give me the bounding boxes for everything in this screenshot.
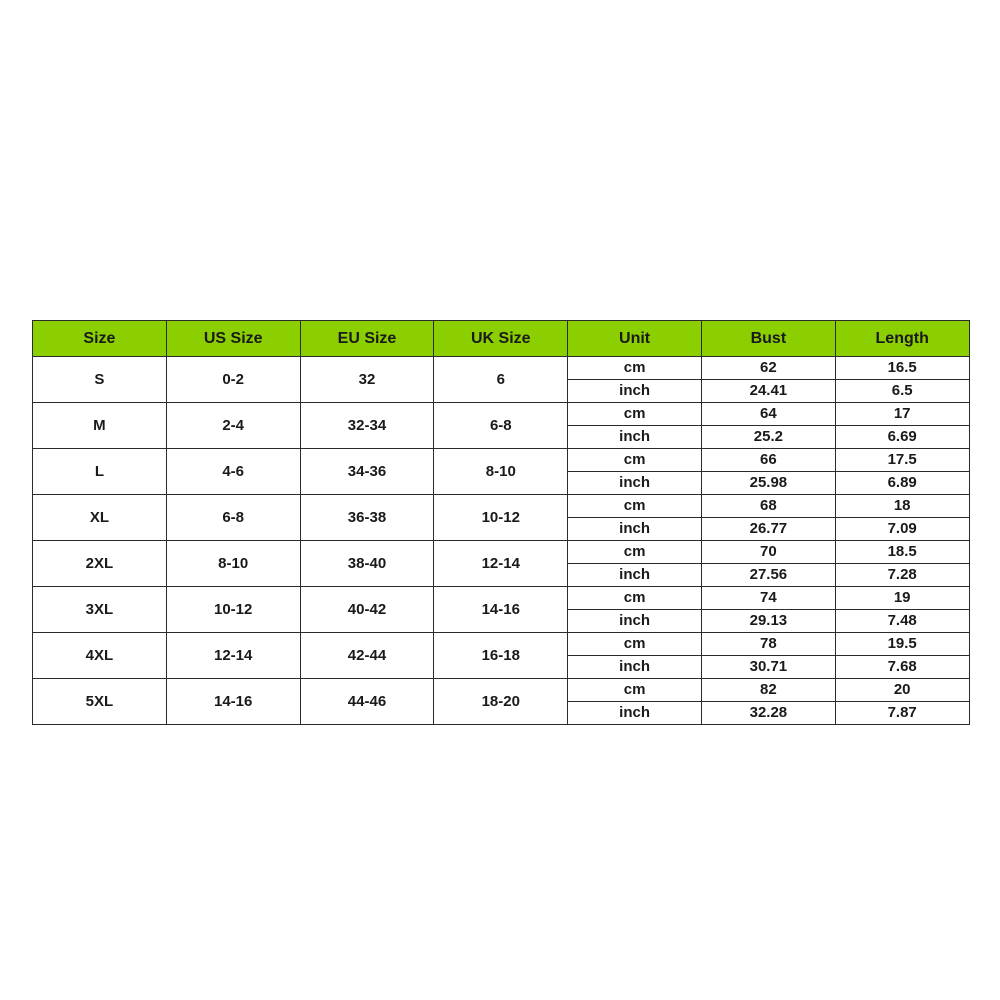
length-cell: 17 — [835, 403, 969, 426]
length-cell: 19 — [835, 587, 969, 610]
unit-cell: inch — [568, 380, 702, 403]
unit-cell: inch — [568, 472, 702, 495]
bust-cell: 64 — [701, 403, 835, 426]
uk-size-cell: 6-8 — [434, 403, 568, 449]
unit-cell: inch — [568, 610, 702, 633]
bust-cell: 25.98 — [701, 472, 835, 495]
unit-cell: inch — [568, 564, 702, 587]
us-size-cell: 2-4 — [166, 403, 300, 449]
unit-cell: inch — [568, 518, 702, 541]
bust-cell: 62 — [701, 357, 835, 380]
uk-size-cell: 14-16 — [434, 587, 568, 633]
size-cell: 3XL — [33, 587, 167, 633]
header-eu-size: EU Size — [300, 321, 434, 357]
unit-cell: cm — [568, 357, 702, 380]
length-cell: 7.68 — [835, 656, 969, 679]
length-cell: 16.5 — [835, 357, 969, 380]
bust-cell: 29.13 — [701, 610, 835, 633]
eu-size-cell: 42-44 — [300, 633, 434, 679]
unit-cell: cm — [568, 449, 702, 472]
length-cell: 19.5 — [835, 633, 969, 656]
uk-size-cell: 16-18 — [434, 633, 568, 679]
size-cell: 4XL — [33, 633, 167, 679]
size-cell: L — [33, 449, 167, 495]
size-cell: 2XL — [33, 541, 167, 587]
unit-cell: inch — [568, 702, 702, 725]
us-size-cell: 10-12 — [166, 587, 300, 633]
size-cell: M — [33, 403, 167, 449]
size-chart-table — [32, 320, 970, 725]
length-cell: 18 — [835, 495, 969, 518]
unit-cell: inch — [568, 426, 702, 449]
eu-size-cell: 44-46 — [300, 679, 434, 725]
header-unit: Unit — [568, 321, 702, 357]
table-row — [33, 495, 970, 518]
length-cell: 7.28 — [835, 564, 969, 587]
table-row — [33, 587, 970, 610]
length-cell: 7.87 — [835, 702, 969, 725]
header-bust: Bust — [701, 321, 835, 357]
table-row — [33, 357, 970, 380]
table-row — [33, 679, 970, 702]
unit-cell: cm — [568, 679, 702, 702]
length-cell: 6.89 — [835, 472, 969, 495]
unit-cell: cm — [568, 403, 702, 426]
table-row — [33, 541, 970, 564]
uk-size-cell: 8-10 — [434, 449, 568, 495]
unit-cell: cm — [568, 495, 702, 518]
header-us-size: US Size — [166, 321, 300, 357]
length-cell: 6.69 — [835, 426, 969, 449]
us-size-cell: 0-2 — [166, 357, 300, 403]
us-size-cell: 6-8 — [166, 495, 300, 541]
uk-size-cell: 6 — [434, 357, 568, 403]
length-cell: 20 — [835, 679, 969, 702]
bust-cell: 70 — [701, 541, 835, 564]
header-length: Length — [835, 321, 969, 357]
uk-size-cell: 12-14 — [434, 541, 568, 587]
us-size-cell: 4-6 — [166, 449, 300, 495]
eu-size-cell: 32 — [300, 357, 434, 403]
length-cell: 7.48 — [835, 610, 969, 633]
uk-size-cell: 18-20 — [434, 679, 568, 725]
bust-cell: 78 — [701, 633, 835, 656]
header-row — [33, 321, 970, 357]
bust-cell: 24.41 — [701, 380, 835, 403]
length-cell: 6.5 — [835, 380, 969, 403]
bust-cell: 30.71 — [701, 656, 835, 679]
table-row — [33, 403, 970, 426]
unit-cell: cm — [568, 587, 702, 610]
bust-cell: 68 — [701, 495, 835, 518]
unit-cell: inch — [568, 656, 702, 679]
table-header — [33, 321, 970, 357]
us-size-cell: 8-10 — [166, 541, 300, 587]
size-cell: XL — [33, 495, 167, 541]
bust-cell: 25.2 — [701, 426, 835, 449]
bust-cell: 32.28 — [701, 702, 835, 725]
eu-size-cell: 34-36 — [300, 449, 434, 495]
eu-size-cell: 36-38 — [300, 495, 434, 541]
length-cell: 17.5 — [835, 449, 969, 472]
header-uk-size: UK Size — [434, 321, 568, 357]
table-row — [33, 633, 970, 656]
bust-cell: 26.77 — [701, 518, 835, 541]
bust-cell: 82 — [701, 679, 835, 702]
length-cell: 7.09 — [835, 518, 969, 541]
eu-size-cell: 32-34 — [300, 403, 434, 449]
eu-size-cell: 38-40 — [300, 541, 434, 587]
length-cell: 18.5 — [835, 541, 969, 564]
us-size-cell: 14-16 — [166, 679, 300, 725]
size-cell: S — [33, 357, 167, 403]
table-row — [33, 449, 970, 472]
unit-cell: cm — [568, 633, 702, 656]
bust-cell: 66 — [701, 449, 835, 472]
size-cell: 5XL — [33, 679, 167, 725]
us-size-cell: 12-14 — [166, 633, 300, 679]
bust-cell: 27.56 — [701, 564, 835, 587]
table-body — [33, 357, 970, 725]
eu-size-cell: 40-42 — [300, 587, 434, 633]
header-size: Size — [33, 321, 167, 357]
unit-cell: cm — [568, 541, 702, 564]
bust-cell: 74 — [701, 587, 835, 610]
uk-size-cell: 10-12 — [434, 495, 568, 541]
